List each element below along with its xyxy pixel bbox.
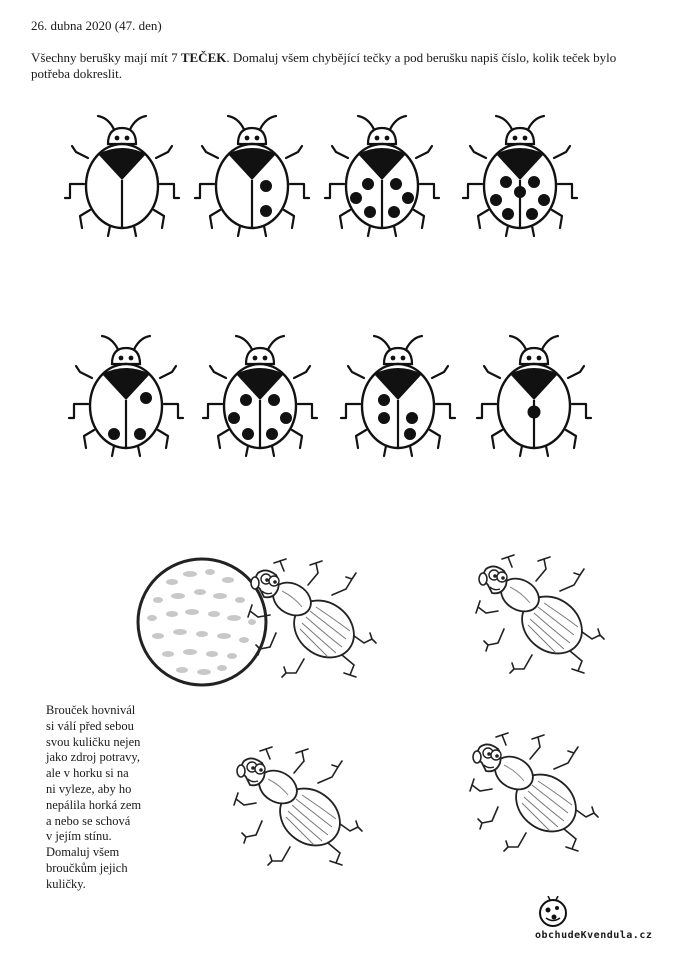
ladybug-7 <box>338 326 458 466</box>
story-line: v jejím stínu. <box>46 829 112 844</box>
spot <box>388 206 400 218</box>
spot <box>362 178 374 190</box>
story-line: Brouček hovnivál <box>46 703 136 717</box>
spot <box>402 192 414 204</box>
spot <box>228 412 240 424</box>
spot <box>240 394 252 406</box>
story-line: jako zdroj potravy, <box>46 750 140 765</box>
spot <box>514 186 526 198</box>
instruction-bold: TEČEK <box>180 50 227 65</box>
spot <box>268 394 280 406</box>
spot <box>108 428 120 440</box>
spot <box>364 206 376 218</box>
ladybug-6 <box>200 326 320 466</box>
instruction-part-1: Všechny berušky mají mít 7 <box>31 50 181 65</box>
spot <box>378 412 390 424</box>
spot <box>266 428 278 440</box>
instruction-part-2: . Domaluj všem chybějící tečky a pod berušku napiš číslo, kolik teček bylo potřeba dokreslit. <box>31 50 617 81</box>
story-line: ni vyleze, aby ho <box>46 781 132 796</box>
spot <box>260 180 272 192</box>
dung-beetle-2 <box>468 544 610 684</box>
page-date: 26. dubna 2020 (47. den) <box>31 18 162 33</box>
story-line: a nebo se schová <box>46 813 131 828</box>
spot <box>500 176 512 188</box>
ladybug-2 <box>192 106 312 246</box>
kvendula-logo-icon <box>536 896 570 928</box>
spot <box>378 394 390 406</box>
spot <box>390 178 402 190</box>
spot <box>528 406 541 419</box>
story-line: kuličky. <box>46 876 86 891</box>
task-instruction <box>31 50 651 82</box>
story-line: si válí před sebou <box>46 718 134 733</box>
spot <box>490 194 502 206</box>
spot <box>528 176 540 188</box>
story-text <box>46 703 166 893</box>
dung-beetle-4 <box>462 722 604 862</box>
story-line: Domaluj všem <box>46 845 120 860</box>
website-link[interactable]: obchudeKvendula.cz <box>535 930 653 941</box>
spot <box>502 208 514 220</box>
ladybug-4 <box>460 106 580 246</box>
story-line: svou kuličku nejen <box>46 734 141 749</box>
dung-beetle-3 <box>226 736 368 876</box>
dung-beetle-with-ball <box>240 548 382 688</box>
spot <box>404 428 416 440</box>
spot <box>406 412 418 424</box>
spot <box>350 192 362 204</box>
spot <box>140 392 152 404</box>
ladybug-1 <box>62 106 182 246</box>
story-line: broučkům jejich <box>46 860 128 875</box>
spot <box>242 428 254 440</box>
story-line: nepálila horká zem <box>46 797 142 812</box>
spot <box>134 428 146 440</box>
spot <box>538 194 550 206</box>
ladybug-8 <box>474 326 594 466</box>
ladybug-3 <box>322 106 442 246</box>
spot <box>280 412 292 424</box>
spot <box>260 205 272 217</box>
ladybug-5 <box>66 326 186 466</box>
story-line: ale v horku si na <box>46 766 129 781</box>
spot <box>526 208 538 220</box>
